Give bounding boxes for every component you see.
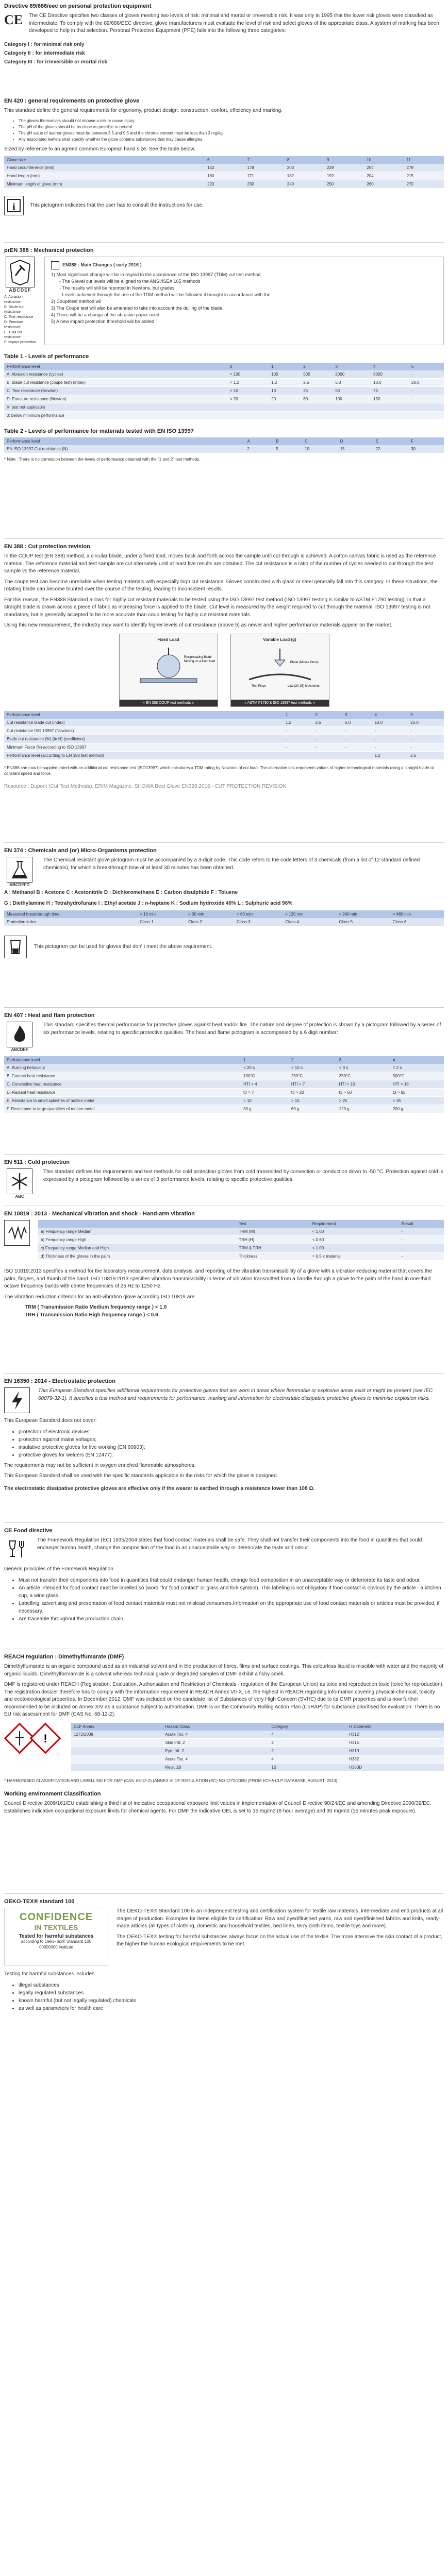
en16350-paragraph-5: The electrostatic dissipative protective gloves are effective only if the wearer is earthed through a resistance lower than 108 Ω.	[4, 1485, 315, 1492]
cut-paragraph: In the COUP test (EN 388) method, a circular blade, under a fixed load, moves back and forth across the sample until cut-through is achieved. A cotton canvas fabric is used as the reference material. The reference material and test sample are cut alternately until at least five results are obtained. The cut resistance is a ratio of the number of cycles needed to cut through the test sample vs the reference material.	[4, 553, 436, 574]
en10819-title: EN 10819 : 2013 - Mechanical vibration and shock - Hand-arm vibration	[4, 1211, 195, 1217]
en374-section	[4, 848, 444, 958]
table-row: D. Radiant heat resistance t3 > 7 t3 > 20 t3 > 50 t3 > 95	[4, 1089, 444, 1097]
en511-section	[4, 1159, 444, 1199]
table-row: C. Tear resistance (Newton) < 10 10 25 50 75 -	[4, 386, 444, 395]
table-row: d) Thickness of the gloves in the palm Thickness > 0.5 x material -	[38, 1252, 444, 1261]
oeko-title: OEKO-TEX® standard 100	[4, 1899, 75, 1905]
table-header: 9	[324, 156, 364, 164]
table-header: 11	[404, 156, 444, 164]
hammer-glove-icon	[51, 261, 59, 269]
reach-paragraph: Dimethylfumarate is an organic compound used as an industrial solvent and in the production of fibres, films and surface coatings. This colourless liquid is miscible with water and the majority of organic liquids. Dimethylformamide is a solvent whereas technical grade or degraded samples of DMF exhibit a fishy smell.	[4, 1664, 443, 1677]
table-row: A. Burning behaviour < 20 s < 10 s < 3 s < 2 s	[4, 1064, 444, 1072]
wel-paragraph: Council Directive 2009/161/EU establishing a third list of indicative occupational exposure limit values in implementation of Council Directive 98/24/EC and amending Directive 2000/39/EC. Establishes indicative occupational exposure limits for chemical agents. For DMF the indicative OEL is set to 15 mg/m3 (8 hour average) and 30 mg/m3 (15 minutes peak exposure).	[4, 1801, 432, 1814]
list-item: • protection of electronic devices;	[19, 1428, 444, 1436]
oeko-tex-logo: CONFIDENCE IN TEXTILES Tested for harmful substances according to Oeko-Tex® Standard 100 00000000 Institute	[4, 1908, 108, 1965]
table-row: Protection index Class 1 Class 2 Class 3 Class 4 Class 5 Class 6	[4, 918, 444, 926]
hazard-pictograms	[4, 1723, 61, 1772]
svg-text:Reciprocating Blade: Reciprocating Blade	[184, 655, 212, 659]
en407-section	[4, 1012, 444, 1113]
directive-intro: The CE Directive specifies two classes of gloves meeting two levels of risk: minimal and mortal or irreversible risk. It was only in 1995 that the lower risk gloves were classified as intermediate. To comply with the 89/686/EEC directive, glove manufacturers must evaluate the level of risk and select gloves of the appropriate class. A system of marking has been developed to help in that selection. Personal Protective Equipment (PPE) falls into the following three categories:	[29, 13, 439, 33]
table1-title: Table 1 - Levels of performance	[4, 353, 89, 360]
table-row: Hand circumference (mm) 152 178 203 229 254 279	[4, 164, 444, 172]
en374-pict-code: ABCDEFG	[9, 883, 30, 887]
en16350-paragraph-4: This European Standard shall be used with the specific standards applicable to the risks for which the glove is designed.	[4, 1473, 278, 1479]
en511-paragraph: This standard defines the requirements and test methods for cold protection gloves from cold transmitted by convection or conduction down to -50 °C. Protection against cold is expressed by a pictogram followed by a series of 3 performance levels, relating to specific protective qualities.	[43, 1169, 443, 1182]
cut-paragraph: The coupe test can become unreliable when testing materials with especially high cut resistance. Gloves constructed with glass or steel generally fall into this category. In these situations, the rotating blade can become blunted over the course of the testing, leading to inconsistent results.	[4, 579, 438, 592]
oeko-section	[4, 1899, 444, 2015]
table-header: Glove size	[4, 156, 205, 164]
reach-title: REACH regulation : Dimethylfumarate (DMF)	[4, 1654, 124, 1660]
list-item: • Any associated leaflets shall specify whether the glove contains substances that may cause allergies.	[19, 137, 444, 143]
chemicals-list-2: G : Diethylamine H : Tetrahydrofurane I : Ethyl acetate J : n-heptane K : Sodium hydroxide 40% L : Sulphuric acid 96%	[4, 900, 293, 906]
food-section	[4, 1528, 444, 1626]
table-row: 0: below minimum performance	[4, 411, 444, 419]
en10819-paragraph: ISO 10819:2013 specifies a method for the laboratory measurement, data analysis, and reporting of the vibration transmissibility of a glove with a vibration-reducing material that covers the palm, fingers, and thumb of the hand. ISO 10819:2013 specifies vibration transmissibility in terms of vibration transmitted from a handle through a glove to the palm of the hand in one-third octave frequency bands with centre frequencies of 25 Hz to 1250 Hz.	[4, 1268, 432, 1289]
table-row: Minimum length of glove (mm) 220 230 240 250 260 270	[4, 180, 444, 189]
list-item: • protection against mains voltages;	[19, 1436, 444, 1444]
list-item: • known harmful (but not legally regulated) chemicals	[19, 1997, 444, 2005]
iso13997-test-diagram: Variable Load (g) Blade (Moves Once) Test Piece Low (20-25) Movement » ASTM F1790 & ISO 13997 test methods «	[230, 634, 329, 707]
changes-title: EN388 : Main Changes ( early 2016 )	[62, 262, 142, 268]
table-header: 8	[285, 156, 324, 164]
en407-title: EN 407 : Heat and flam protection	[4, 1012, 95, 1019]
category-list	[4, 40, 444, 66]
en511-title: EN 511 : Cold protection	[4, 1159, 70, 1165]
reach-table: CLP Annex Hazard Class Category H statement 1272/2008 Acute Tox. 4 4 H312 Skin Irrit. 2 2 H315 Eye Irrit. 2 2 H319 Acute Tox. 4 4 H332 Repr. 1B 1B H360D	[71, 1723, 444, 1772]
food-bullets	[4, 1577, 444, 1623]
en407-paragraph: This standard specifies thermal performance for protective gloves against heat and/or fire. The nature and degree of protection is shown by a pictogram followed by a series of six performance levels, relating to specific protective qualities. The heat and flame pictogram is accompanied by a 6 digit number:	[43, 1022, 441, 1036]
svg-text:Moving on a fixed load: Moving on a fixed load	[184, 659, 215, 663]
en420-section	[4, 98, 444, 215]
list-item: • Are traceable throughout the production chain.	[19, 1615, 444, 1623]
list-item: • insulative protective gloves for live working (EN 60903);	[19, 1444, 444, 1451]
hammer-glove-icon	[6, 257, 35, 287]
list-item: • Labelling, advertising and presentation of food contact materials must not mislead consumers.Information on the appropriate use of food contact materials or articles must be provided, if necessary.	[19, 1600, 444, 1615]
table-row: Performance level (according to EN 388 test method) 1.2 2.5	[4, 751, 444, 759]
category-1: Category I : for minimal risk only	[4, 41, 85, 47]
ce-mark-icon: CE	[4, 12, 23, 27]
table-row: 1272/2008 Acute Tox. 4 4 H312	[71, 1731, 444, 1739]
svg-text:Test Piece: Test Piece	[251, 684, 266, 688]
info-book-icon	[4, 196, 24, 215]
table2-title: Table 2 - Levels of performance for materials tested with EN ISO 13997	[4, 428, 194, 434]
table-header: 6	[205, 156, 244, 164]
list-item: • as well as parameters for health care	[19, 2005, 444, 2012]
trm-criterion: TRM ( Transmission Ratio Medium frequency range ) < 1.0	[25, 1304, 167, 1310]
en388-pict-code: ABCDEF	[9, 287, 31, 293]
table-row: Blade cut resistance (%) (in N) (coefficient) - - - - -	[4, 735, 444, 743]
en10819-paragraph-2: The vibration reduction criterion for an anti-vibration glove according ISO 10819 are:	[4, 1294, 196, 1300]
beaker-icon	[4, 936, 27, 958]
table-row: D. Puncture resistance (Newton) < 20 20 60 100 150 -	[4, 395, 444, 403]
table-row: Skin Irrit. 2 2 H315	[71, 1738, 444, 1747]
table-row: Acute Tox. 4 4 H332	[71, 1755, 444, 1763]
table-header: 7	[244, 156, 284, 164]
snowflake-icon	[7, 1168, 32, 1194]
table-row: b) Frequency range High TRH (H) < 0.60 -	[38, 1236, 444, 1244]
en10819-section	[4, 1211, 444, 1322]
en388-title: prEN 388 : Mechanical protection	[4, 247, 94, 253]
food-title: CE Food directive	[4, 1528, 53, 1534]
table-row: Repr. 1B 1B H360D	[71, 1763, 444, 1771]
en420-pictogram-note: This pictogram indicates that the user has to consult the instructions for use.	[30, 202, 204, 208]
list-item: • Must not transfer their components into food in quantities that could endanger human health, change food composition in an unacceptable way or deteriorate its taste and odour.	[19, 1577, 444, 1584]
cut-resource: Resource : Dupont (Cut Test Methods), ERIM Magazine, SHOWA Best Glove EN388:2016 - CUT PROTECTION REVISION	[4, 783, 287, 789]
table-row: a) Frequency range Median TRM (M) < 1.00 -	[38, 1228, 444, 1236]
en16350-paragraph-3: The requirements may not be sufficient in oxygen enriched flammable atmospheres.	[4, 1462, 196, 1468]
en388-cut-title: EN 388 : Cut protection revision	[4, 544, 90, 550]
en420-intro: This standard define the general requirements for ergonomy, product design, construction, confort, efficiency and marking.	[4, 108, 283, 113]
list-item: • The pH value of leather gloves must be between 3.5 and 9.5 and the chrome content must be less than 3 mg/kg.	[19, 130, 444, 137]
table-row: c) Frequency range Median and High TRM & TRH < 1.00 -	[38, 1244, 444, 1252]
en16350-section	[4, 1378, 444, 1496]
chemical-flask-icon	[7, 857, 32, 883]
svg-text:Low (20-25) Movement: Low (20-25) Movement	[287, 684, 320, 688]
table-row: Hand length (mm) 160 171 182 192 204 215	[4, 172, 444, 180]
directive-section	[4, 3, 444, 66]
list-item: • The gloves themselves should not impose a risk or cause injury.	[19, 118, 444, 124]
cut-test-figure	[4, 634, 444, 707]
table-row: X: test not applicable	[4, 403, 444, 411]
en388-cut-section	[4, 544, 444, 793]
food-paragraph: The Framework Regulation (EC) 1935/2004 states that food contact materials shall be safe. They shall not transfer their components into the food in quantities that could endanger human health, change the composition of the food in an unacceptable way or deteriorate the taste and odour.	[37, 1537, 422, 1551]
list-item: • An article intended for food contact must be labelled so (word "for food contact" or glass and fork symbol). This labeling is not obligatory if food contact is obvious by the article - a kitchen cup, a wine glass.	[19, 1584, 444, 1600]
en374-title: EN 374 : Chemicals and (or) Micro-Organisms protection	[4, 848, 157, 854]
category-2: Category II : for intermediate risk	[4, 50, 85, 56]
table-row: Eye Irrit. 2 2 H319	[71, 1747, 444, 1755]
trh-criterion: TRH ( Transmission Ratio High frequency range ) < 0.6	[25, 1312, 158, 1318]
chemicals-list-1: A : Methanol B : Acetone C : Acetonitrile D : Dichloromethane E : Carbon disulphide F : Toluene	[4, 890, 238, 895]
en16350-paragraph: This European Standard specifies additional requirements for protective gloves that are worn in areas where flammable or explosive areas exist or might be present (see IEC 60079-32-1). It specifies a test method and requirements for performance, marking and information for electrostatic dissipative protective gloves to minimise explosion risks.	[38, 1388, 433, 1401]
en388-changes-box: EN388 : Main Changes ( early 2016 ) 1) Most significant change will be in regard to the acceptance of the ISO 13997 (TDM) cut test method - The 6 level cut levels will be aligned to the ANSI/ISEA 105 methods - The results will still be reported in Newtons, but grades - Levels achieved through the use of the TDM method will be followed if brought in accordance with the 2) Coupétest method wil 3) The Coupé test will also be amended to take into account the dulling of the blade. 4) There will be a change of the abrasive paper used 5) A new impact protection threshold will be added	[44, 257, 444, 345]
table-row: A. Abrasion resistance (cycles) < 100 100 500 2000 8000 -	[4, 370, 444, 379]
en388-note: * Note : There is no correlation between the levels of performance obtained with the "1 and 2" test methods.	[4, 456, 201, 462]
en374-paragraph: The Chemical resistant glove pictogram must be accompanied by a 3-digit code. This code refers to the code letters of 3 chemicals (from a list of 12 standard defined chemicals), for which a breakthrough time of at least 30 minutes has been obtained.	[43, 857, 420, 871]
table-header: 10	[364, 156, 404, 164]
en10819-table: Test Requirement Result a) Frequency range Median TRM (M) < 1.00 - b) Frequency range High TRH (H) < 0.60 - c) Frequency range Median and High TRM & TRH < 1.00 - d) Thickness of the gloves in the palm Thickness > 0.5 x material -	[38, 1220, 444, 1261]
list-item: • protective gloves for welders (EN 12477).	[19, 1451, 444, 1459]
en420-bullets	[4, 118, 444, 143]
en420-sizing-note: Sized by reference to an agreed common European hand size. See the table below.	[4, 146, 195, 152]
oeko-bullets	[4, 1981, 444, 2012]
oeko-paragraph-2: The OEKO-TEX® testing for harmful substances always focus on the actual use of the textile. The more intensive the skin contact of a product, the higher the human ecological requirements to be met.	[117, 1934, 442, 1947]
electrostatic-icon	[4, 1387, 30, 1413]
table-row: Cut resistance ISO 13997 (Newtons) - - - - -	[4, 726, 444, 735]
en16350-paragraph-2: This European Standard does not cover:	[4, 1418, 97, 1423]
coup-test-diagram: Fixed Load Reciprocating Blade Moving on a fixed load » EN 388 COUP test methods «	[119, 634, 218, 707]
cut-paragraph: For this reason, the EN388 Standard allows for highly cut resistant materials to be tested using the ISO 13997 test method (ISO 13997 testing is similar to ASTM F1790 testing), in that a straight blade is drawn across a piece of fabric as increasing force is applied to the blade. Cut level is measured by the weight required to cut through the material. ISO 13997 testing is not mandatory, but is generally accepted to be more accurate than coup testing for highly cut resistant materials.	[4, 597, 430, 618]
en407-table: Performance level 1 2 3 4 A. Burning behaviour < 20 s < 10 s < 3 s < 2 s B. Contact heat resistance 100°C 250°C 350°C 500°C C. Convective heat resistance HTI > 4 HTI > 7 HTI > 10 HTI > 18 D. Radiant heat resistance t3 > 7 t3 > 20 t3 > 50 t3 > 95 E. Resistance to small splashes of molten metal > 10 > 15 > 25 > 35 F. Resistance to large quantities of molten metal 30 g 60 g 120 g 200 g	[4, 1056, 444, 1113]
list-item: • The pH of the gloves should be as close as possible to neutral.	[19, 124, 444, 130]
list-item: • illegal substances	[19, 1981, 444, 1989]
table-row: B. Contact heat resistance 100°C 250°C 350°C 500°C	[4, 1072, 444, 1080]
flame-icon	[7, 1022, 32, 1047]
en388-letters-key: A: Abrasion resistance B: Blade cut resistance C: Tear resistance D: Puncture resistance E: TDM cut resistance F: Impact protection	[4, 295, 36, 345]
en16350-bullets	[4, 1428, 444, 1459]
exclamation-hazard-icon	[31, 1723, 60, 1753]
en407-pict-code: ABCDEF	[11, 1047, 28, 1052]
en511-pict-code: ABC	[15, 1194, 24, 1199]
table-row: Cut resistance blade cut (index) 1.2 2.5 5.0 10.0 20.0	[4, 719, 444, 727]
list-item: • legally regulated substances	[19, 1989, 444, 1997]
cut-level-table: Performance level 1 2 3 4 5 Cut resistance blade cut (index) 1.2 2.5 5.0 10.0 20.0 Cut resistance ISO 13997 (Newtons) - - - - - Blade cut resistance (%) (in N) (coefficient) - - - - - Minimum Force (N) according to ISO 13997 - - - - - Performance level (according to EN 388 test method) 1.2 2.5	[4, 711, 444, 760]
table-row: B. Blade cut resistance (coupé test) (index) < 1.2 1.2 2.5 5.0 10.0 20.0	[4, 378, 444, 386]
directive-title: Directive 89/686/eec on personal protection equipment	[4, 3, 152, 9]
en420-size-table	[4, 156, 444, 189]
vibration-icon	[4, 1220, 30, 1246]
reach-paragraph-2: DMF is registered under REACH (Registration, Evaluation, Authorisation and Restriction of Chemicals - regulation of the European Union) as toxic and reproduction toxic (toxic for reproduction). The registration dossier therefore has to comply with the information requirement in REACH Annex VII-X, i.e. the highest in REACH regarding information covering physical-chemical, toxicity and ecotoxicological properties. In December 2012, DMF was included on the candidate list of Substances of very High Concern (SVHC) due to its CMR properties and is now further recommended to be included on Annex XIV as a substance subject to authorisation. DMF is on the Community Rolling Action Plan (CoRAP) for substance prioritised for evaluation. There is no EU risk assessment for DMF (CAS No. 68-12-2).	[4, 1682, 444, 1717]
cut-paragraph: Using this new measurement, the industry may want to identify higher levels of cut resistance (above 5) as newer and higher performance materials appear on the market.	[4, 622, 393, 628]
wel-title: Working environment Classification	[4, 1791, 101, 1798]
table-row: EN ISO 13997 Cut resistance (N) 2 5 10 15 22 30	[4, 445, 444, 453]
table-row: C. Convective heat resistance HTI > 4 HTI > 7 HTI > 10 HTI > 18	[4, 1080, 444, 1089]
oeko-paragraph: The OEKO-TEX® Standard 100 is an independent testing and certification system for textile raw materials, intermediate and end products at all stages of production. Examples for items eligible for certification: Raw and dyed/finished yarns, raw and dyed/finished fabrics and knits, ready-made articles (all types of clothing, domestic and household textiles, bed linen, terry cloth items, textile toys and more).	[117, 1908, 443, 1929]
en16350-title: EN 16350 : 2014 - Electrostatic protection	[4, 1378, 115, 1384]
en388-table2: Performance level A B C D E F EN ISO 13997 Cut resistance (N) 2 5 10 15 22 30	[4, 437, 444, 453]
food-principles-heading: General principles of the Framework Regulation	[4, 1566, 113, 1572]
en388-table1: Performance level 0 1 2 3 4 5 A. Abrasion resistance (cycles) < 100 100 500 2000 8000 - B. Blade cut resistance (coupé test) (index) < 1.2 1.2 2.5 5.0 10.0 20.0 C. Tear resistance (Newton) < 10 10 25 50 75 - D. Puncture resistance (Newton) < 20 20 60 100 150 - X: test not applicable 0: below minimum performance	[4, 363, 444, 420]
en388-section	[4, 247, 444, 466]
glass-fork-icon	[4, 1537, 29, 1562]
en374-paragraph-2: This pictogram can be used for gloves that don' t meet the above requirement.	[34, 943, 212, 950]
svg-text:i: i	[12, 201, 15, 212]
oeko-paragraph-3: Testing for harmful substances includes:	[4, 1971, 96, 1977]
en374-table: Measured breakthrough time > 10 min > 30 min > 60 min > 120 min > 240 min > 480 min Protection index Class 1 Class 2 Class 3 Class 4 Class 5 Class 6	[4, 910, 444, 926]
en420-title: EN 420 : general requirements on protective glove	[4, 98, 140, 104]
reach-footnote: * HARMONISED CLASSIFICATION AND LABELLING FOR DMF (CAS: 68-12-2) (ANNEX VI OF REGULATION (EC) NO 1272/2008) (FROM ECHA CLP DATABASE, AUGUST, 2013)	[4, 1778, 338, 1783]
table-row: Minimum Force (N) according to ISO 13997 - - - - -	[4, 743, 444, 751]
table-row: E. Resistance to small splashes of molten metal > 10 > 15 > 25 > 35	[4, 1097, 444, 1105]
reach-section	[4, 1654, 444, 1818]
svg-text:Blade (Moves Once): Blade (Moves Once)	[290, 660, 319, 664]
category-3: Category III : for irreversible or mortal risk	[4, 59, 108, 65]
svg-text:!: !	[43, 1732, 47, 1745]
cut-footnote: * EN388 can now be supplemented with an additional cut resistance test (ISO13997) which calculates a TDM rating by Newtons of cut load. The alternative test represents values of higher technological materials using a straight blade at constant speed and force.	[4, 765, 434, 776]
table-row: F. Resistance to large quantities of molten metal 30 g 60 g 120 g 200 g	[4, 1105, 444, 1113]
